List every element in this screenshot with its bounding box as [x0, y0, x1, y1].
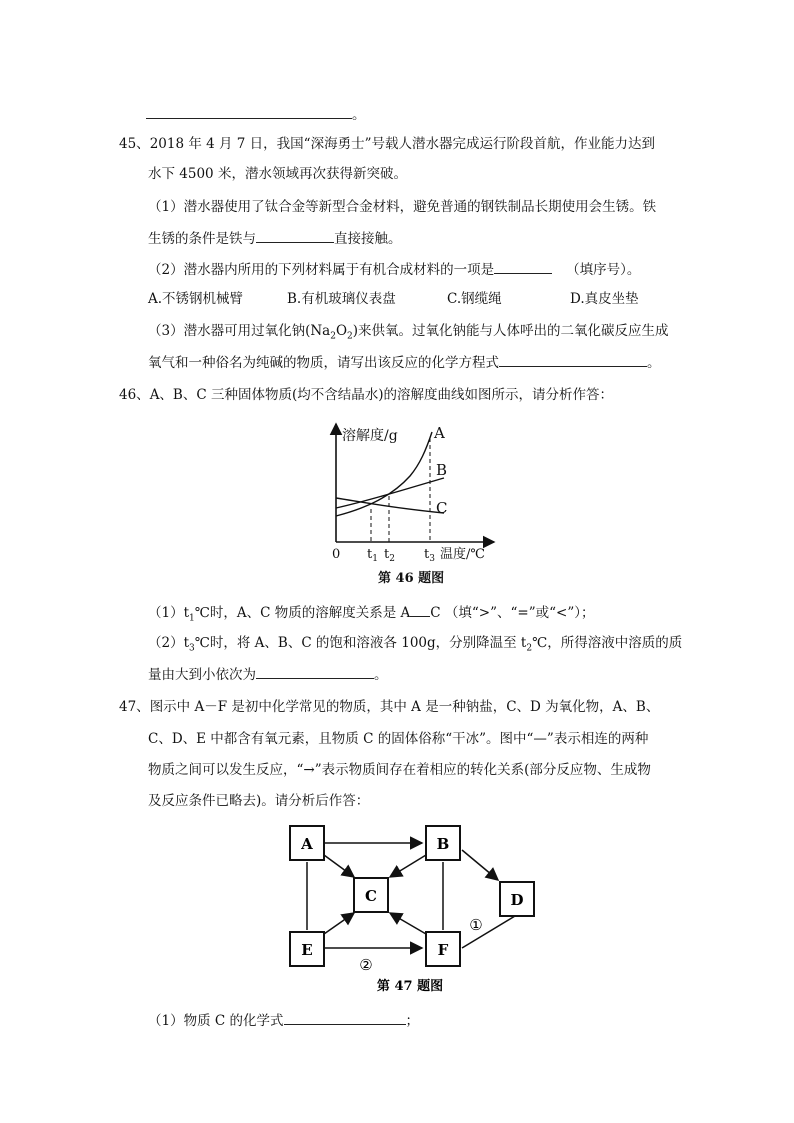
q45-part1-text-a: 生锈的条件是铁与 — [148, 231, 256, 247]
figure-caption: 第 46 题图 — [378, 571, 445, 586]
q45-stem-line-1 — [119, 134, 655, 154]
series-line-a — [336, 432, 432, 516]
q45-option-a: A.不锈钢机械臂 — [148, 291, 244, 307]
q45-part2-text: （2）潜水器内所用的下列材料属于有机合成材料的一项是 — [148, 262, 495, 278]
q45-stem-text: 2018 年 4 月 7 日，我国“深海勇士”号载人潜水器完成运行阶段首航，作业能力达到 — [149, 136, 655, 152]
carry-over-answer-line — [146, 104, 366, 125]
subscript: 3 — [189, 643, 195, 654]
q45-part3-line-2 — [148, 352, 661, 373]
svg-text:C: C — [365, 887, 377, 905]
q45-part1-line-1: （1）潜水器使用了钛合金等新型合金材料，避免普通的钢铁制品长期使用会生锈。铁 — [148, 199, 657, 215]
q46-part1-text-b: ℃时，A、C 物质的溶解度关系是 A — [194, 605, 411, 621]
arrow-a-to-c — [324, 855, 354, 877]
q45-option-d: D.真皮坐垫 — [570, 291, 639, 307]
q46-part2-text-b: ℃时，将 A、B、C 的饱和溶液各 100g，分别降温至 t — [194, 635, 527, 651]
tick-label-t2: $t_2$ — [384, 547, 395, 564]
y-axis-label: 溶解度/g — [342, 428, 398, 444]
q47-part1-line — [148, 1010, 419, 1031]
q47-part1-text: （1）物质 C 的化学式 — [148, 1013, 284, 1029]
q45-stem-line-2: 水下 4500 米，潜水领域再次获得新突破。 — [148, 166, 407, 182]
marker-1: ① — [469, 916, 483, 934]
figure-caption: 第 47 题图 — [376, 979, 444, 994]
x-axis-label: 温度/℃ — [440, 547, 485, 562]
answer-blank[interactable] — [146, 104, 352, 119]
subscript: 2 — [526, 643, 533, 654]
q45-option-c: C.钢缆绳 — [447, 291, 502, 307]
q45-option-b: B.有机玻璃仪表盘 — [287, 291, 396, 307]
q45-part3-text-c: )来供氧。过氧化钠能与人体呼出的二氧化碳反应生成 — [352, 323, 669, 339]
q46-part1-blank[interactable] — [410, 602, 430, 617]
period: 。 — [374, 667, 388, 683]
node-a — [290, 826, 324, 860]
period: 。 — [352, 107, 366, 123]
q47-part1-blank[interactable] — [284, 1010, 406, 1025]
q46-stem-text: A、B、C 三种固体物质(均不含结晶水)的溶解度曲线如图所示，请分析作答： — [149, 387, 614, 403]
q45-part3-text-a: （3）潜水器可用过氧化钠(Na — [148, 323, 331, 339]
arrow-e-to-c — [324, 913, 354, 934]
arrow-b-to-c — [390, 855, 426, 877]
node-d — [500, 882, 534, 916]
q45-part2-line — [148, 259, 640, 280]
q46-part2-blank[interactable] — [256, 664, 374, 679]
tick-label-t3: $t_3$ — [424, 547, 435, 564]
svg-text:F: F — [437, 941, 449, 959]
q46-part1-text-c: C （填“>”、“=”或“<”）； — [430, 605, 595, 621]
arrow-b-to-d — [462, 850, 498, 880]
q45-part1-line-2 — [148, 228, 402, 249]
q47-stem-text-1: 图示中 A－F 是初中化学常见的物质，其中 A 是一种钠盐，C、D 为氧化物，A、B、 — [149, 699, 660, 715]
semicolon: ； — [405, 1013, 420, 1029]
q45-part1-text-b: 直接接触。 — [334, 231, 402, 247]
subscript: 2 — [347, 331, 353, 342]
svg-text:E: E — [301, 941, 313, 959]
q45-part1-blank[interactable] — [256, 228, 334, 243]
q47-stem-line-2: C、D、E 中都含有氧元素，且物质 C 的固体俗称“干冰”。图中“—”表示相连的两种 — [148, 731, 649, 747]
q45-part2-blank[interactable] — [494, 259, 552, 274]
q46-part2-text-c: ℃，所得溶液中溶质的质 — [532, 635, 683, 651]
q47-number: 47、 — [119, 699, 150, 715]
arrow-f-to-c — [390, 913, 426, 934]
q47-stem-line-4: 及反应条件已略去)。请分析后作答： — [148, 793, 370, 809]
subscript: 2 — [330, 331, 336, 342]
q46-part2-text-d: 量由大到小依次为 — [148, 667, 256, 683]
q46-part2-line-1 — [148, 633, 682, 659]
relation-diagram — [284, 820, 540, 996]
tick-label-t1: $t_1$ — [367, 547, 378, 564]
q45-part3-text-d: 氧气和一种俗名为纯碱的物质，请写出该反应的化学方程式 — [148, 355, 499, 371]
q47-stem-line-1 — [119, 697, 659, 717]
q46-part1-text-a: （1）t — [148, 605, 190, 621]
q47-stem-line-3: 物质之间可以发生反应，“→”表示物质间存在着相应的转化关系(部分反应物、生成物 — [148, 762, 651, 778]
q45-part3-line-1 — [148, 321, 669, 347]
q46-part1-line — [148, 602, 594, 629]
marker-2: ② — [359, 956, 373, 974]
node-e — [290, 932, 324, 966]
q45-part3-blank[interactable] — [499, 352, 647, 367]
series-label-b: B — [436, 461, 448, 479]
origin-label: 0 — [332, 547, 341, 562]
q46-part2-line-2 — [148, 664, 388, 685]
solubility-chart — [322, 418, 496, 588]
svg-text:B: B — [436, 835, 450, 853]
node-c — [354, 878, 388, 912]
q46-part2-text-a: （2）t — [148, 635, 190, 651]
period: 。 — [647, 355, 661, 371]
q45-part3-text-b: O — [335, 323, 348, 339]
node-b — [426, 826, 460, 860]
subscript: 1 — [189, 613, 195, 624]
q45-number: 45、 — [119, 136, 150, 152]
series-label-a: A — [434, 424, 445, 442]
svg-text:D: D — [510, 891, 524, 909]
svg-text:A: A — [301, 835, 313, 853]
q46-number: 46、 — [119, 387, 150, 403]
q45-part2-hint: （填序号）。 — [566, 262, 641, 278]
node-f — [426, 932, 460, 966]
q46-stem-line — [119, 385, 613, 405]
series-label-c: C — [436, 499, 448, 517]
